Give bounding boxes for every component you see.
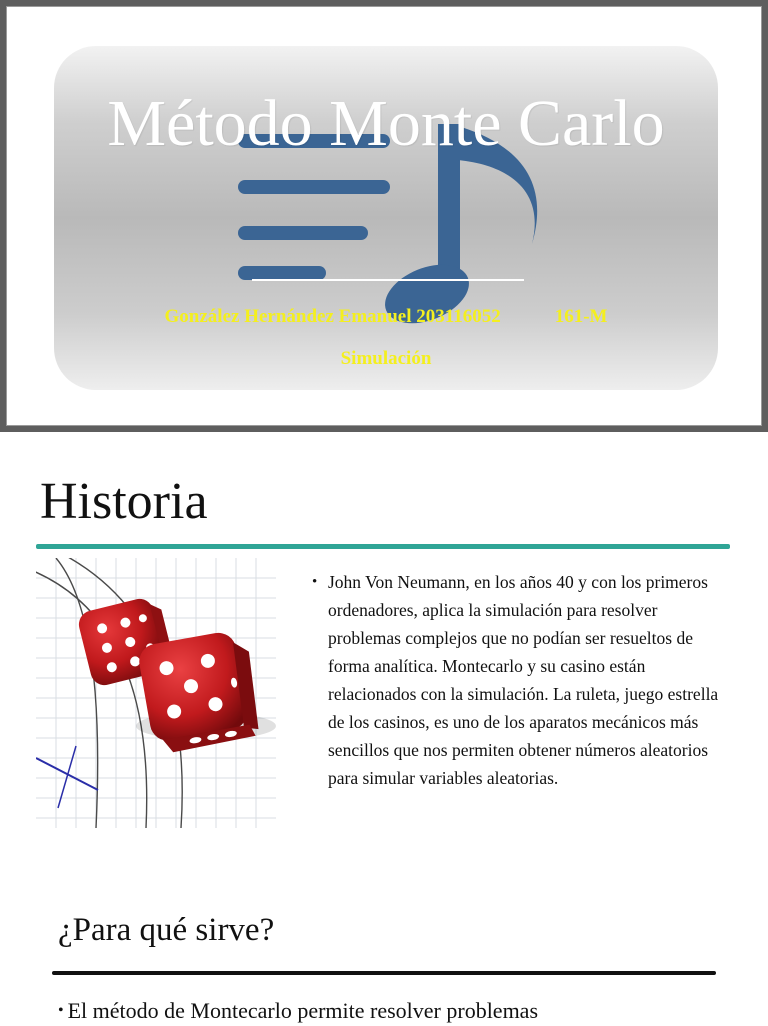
purpose-text: El método de Montecarlo permite resolver problemas bbox=[67, 998, 539, 1023]
red-dice-icon bbox=[36, 558, 276, 828]
purpose-bullet bbox=[58, 996, 748, 1026]
title-underline bbox=[252, 279, 524, 281]
slide-heading-historia: Historia bbox=[40, 473, 208, 530]
bullet-icon: • bbox=[58, 1002, 64, 1019]
subject-label: Simulación bbox=[340, 348, 432, 369]
author-line bbox=[54, 306, 718, 328]
title-slide bbox=[0, 0, 768, 432]
bullet-icon: • bbox=[312, 574, 318, 590]
title-panel bbox=[54, 46, 718, 390]
slide-heading-para-que-sirve: ¿Para qué sirve? bbox=[58, 912, 275, 948]
history-text: John Von Neumann, en los años 40 y con los primeros ordenadores, aplica la simulación para resolver problemas complejos que no podían ser resueltos de forma analítica. Montecarlo y su casino están relacionados con la simulación. La ruleta, juego estrella de los casinos, es uno de los aparatos mecánicos más sencillos que nos permiten obtener números aleatorios para simular variables aleatorias. bbox=[328, 572, 719, 788]
history-bullet bbox=[312, 568, 732, 792]
history-slide bbox=[0, 444, 768, 1024]
subheading-divider bbox=[52, 971, 716, 975]
heading-divider bbox=[36, 544, 730, 549]
presentation-title: Método Monte Carlo bbox=[107, 87, 665, 160]
group-label: 161-M bbox=[554, 306, 608, 327]
author-name: González Hernández Emanuel 203116052 bbox=[164, 306, 501, 327]
